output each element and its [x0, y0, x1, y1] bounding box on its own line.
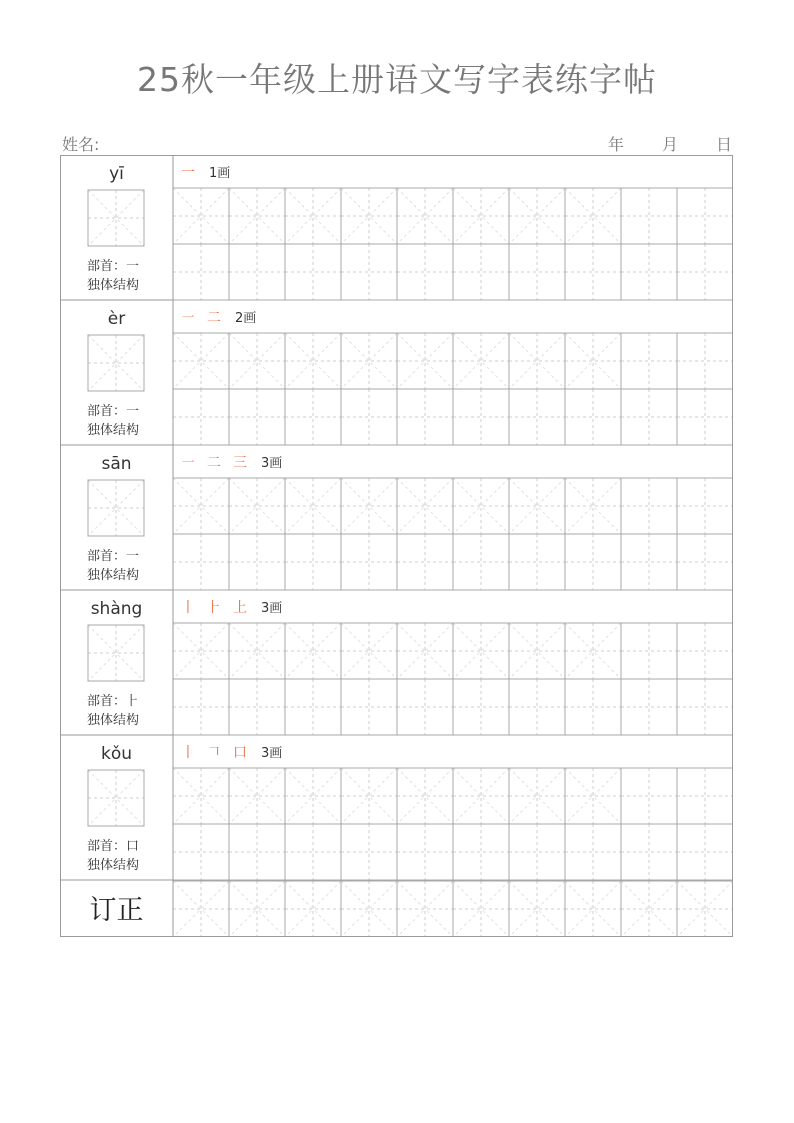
name-label: 姓名: [62, 135, 100, 154]
practice-cell [621, 333, 677, 389]
model-char-box [88, 190, 144, 246]
stroke-step: ㇐ [181, 310, 195, 326]
practice-cell [453, 623, 509, 679]
practice-cell [509, 824, 565, 880]
practice-cell [453, 389, 509, 445]
practice-cell [565, 389, 621, 445]
practice-cell [285, 679, 341, 735]
structure-label: 独体结构 [87, 713, 140, 728]
radical-label: 部首：⺊ [87, 694, 140, 709]
practice-cell [453, 333, 509, 389]
practice-cell [173, 478, 229, 534]
practice-cell [173, 188, 229, 244]
practice-cell [229, 534, 285, 590]
practice-cell [677, 244, 733, 300]
correction-cell [565, 881, 621, 937]
practice-cell [397, 478, 453, 534]
correction-cell [341, 881, 397, 937]
practice-cell [621, 679, 677, 735]
stroke-step: 口 [233, 745, 247, 761]
pinyin-label: èr [107, 309, 126, 329]
practice-cell [285, 478, 341, 534]
practice-cell [173, 623, 229, 679]
practice-cell [341, 244, 397, 300]
correction-cell [173, 881, 229, 937]
practice-cell [509, 623, 565, 679]
stroke-step: ㇐ [181, 455, 195, 471]
practice-cell [397, 534, 453, 590]
practice-cell [453, 478, 509, 534]
practice-cell [509, 478, 565, 534]
practice-cell [397, 623, 453, 679]
practice-cell [397, 389, 453, 445]
practice-cell [397, 679, 453, 735]
month-label: 月 [662, 135, 679, 154]
correction-cell [285, 881, 341, 937]
practice-cell [173, 389, 229, 445]
practice-cell [565, 679, 621, 735]
practice-cell [285, 333, 341, 389]
correction-cell [397, 881, 453, 937]
practice-cell [229, 679, 285, 735]
practice-sheet [60, 155, 733, 937]
page-title: 25秋一年级上册语文写字表练字帖 [137, 60, 657, 99]
practice-cell [453, 534, 509, 590]
practice-cell [173, 679, 229, 735]
practice-cell [341, 824, 397, 880]
correction-row [90, 895, 144, 926]
practice-cell [173, 768, 229, 824]
practice-cell [453, 679, 509, 735]
practice-cell [621, 244, 677, 300]
practice-cell [453, 188, 509, 244]
practice-cell [621, 534, 677, 590]
radical-label: 部首：一 [87, 259, 140, 274]
practice-grid [60, 155, 733, 937]
correction-cell [621, 881, 677, 937]
practice-cell [509, 679, 565, 735]
practice-cell [173, 534, 229, 590]
practice-cell [341, 478, 397, 534]
practice-cell [677, 623, 733, 679]
practice-cell [565, 244, 621, 300]
practice-cell [621, 768, 677, 824]
correction-cell [229, 881, 285, 937]
practice-cell [677, 389, 733, 445]
practice-cell [509, 188, 565, 244]
stroke-step: ⺊ [207, 600, 221, 616]
practice-cell [397, 333, 453, 389]
practice-cell [173, 824, 229, 880]
practice-cell [397, 244, 453, 300]
model-char-box [88, 625, 144, 681]
radical-label: 部首：一 [87, 549, 140, 564]
practice-cell [509, 244, 565, 300]
practice-cell [565, 188, 621, 244]
stroke-step: 三 [233, 455, 247, 471]
correction-cell [509, 881, 565, 937]
practice-cell [229, 333, 285, 389]
model-char-box [88, 770, 144, 826]
practice-cell [285, 534, 341, 590]
practice-cell [565, 534, 621, 590]
practice-cell [453, 768, 509, 824]
practice-cell [341, 768, 397, 824]
practice-cell [285, 623, 341, 679]
pinyin-label: yī [109, 164, 124, 184]
practice-cell [173, 333, 229, 389]
practice-cell [677, 768, 733, 824]
practice-cell [285, 824, 341, 880]
practice-cell [677, 824, 733, 880]
practice-cell [565, 333, 621, 389]
practice-cell [565, 623, 621, 679]
practice-cell [677, 534, 733, 590]
pinyin-label: kǒu [100, 744, 133, 764]
practice-cell [565, 478, 621, 534]
practice-cell [677, 333, 733, 389]
day-label: 日 [716, 135, 733, 154]
practice-cell [565, 768, 621, 824]
practice-cell [677, 478, 733, 534]
structure-label: 独体结构 [87, 858, 140, 873]
practice-cell [285, 768, 341, 824]
stroke-step: 二 [207, 455, 221, 471]
practice-cell [229, 188, 285, 244]
stroke-count-label: 3画 [261, 746, 283, 761]
structure-label: 独体结构 [87, 423, 140, 438]
practice-cell [621, 623, 677, 679]
practice-cell [229, 389, 285, 445]
stroke-count-label: 3画 [261, 601, 283, 616]
practice-cell [677, 188, 733, 244]
model-char-box [88, 480, 144, 536]
practice-cell [509, 389, 565, 445]
correction-cell [453, 881, 509, 937]
practice-cell [621, 478, 677, 534]
stroke-count-label: 3画 [261, 456, 283, 471]
practice-cell [285, 389, 341, 445]
practice-cell [621, 389, 677, 445]
stroke-step: 丨 [181, 600, 195, 616]
practice-cell [229, 244, 285, 300]
practice-cell [677, 679, 733, 735]
practice-cell [173, 244, 229, 300]
practice-cell [621, 824, 677, 880]
radical-label: 部首：口 [87, 839, 140, 854]
practice-cell [509, 333, 565, 389]
practice-cell [341, 333, 397, 389]
stroke-step: 丨 [181, 745, 195, 761]
model-char-box [88, 335, 144, 391]
stroke-step: 一 [181, 165, 195, 181]
pinyin-label: sān [101, 454, 132, 474]
correction-cell [677, 881, 733, 937]
practice-cell [341, 389, 397, 445]
practice-cell [285, 244, 341, 300]
practice-cell [229, 478, 285, 534]
practice-cell [509, 534, 565, 590]
correction-label: 订正 [89, 895, 144, 926]
practice-cell [285, 188, 341, 244]
practice-cell [397, 824, 453, 880]
pinyin-label: shàng [90, 599, 143, 619]
practice-cell [341, 534, 397, 590]
structure-label: 独体结构 [87, 278, 140, 293]
radical-label: 部首：一 [87, 404, 140, 419]
practice-cell [565, 824, 621, 880]
year-label: 年 [608, 135, 625, 154]
stroke-step: 𠃍 [207, 745, 221, 761]
stroke-step: 上 [233, 600, 247, 616]
practice-cell [397, 768, 453, 824]
practice-cell [341, 623, 397, 679]
practice-cell [341, 188, 397, 244]
stroke-count-label: 2画 [235, 311, 257, 326]
practice-cell [509, 768, 565, 824]
practice-cell [229, 824, 285, 880]
stroke-step: 二 [207, 310, 221, 326]
practice-cell [341, 679, 397, 735]
structure-label: 独体结构 [87, 568, 140, 583]
practice-cell [397, 188, 453, 244]
practice-cell [229, 768, 285, 824]
practice-cell [621, 188, 677, 244]
practice-cell [229, 623, 285, 679]
stroke-count-label: 1画 [209, 166, 231, 181]
practice-cell [453, 244, 509, 300]
practice-cell [453, 824, 509, 880]
